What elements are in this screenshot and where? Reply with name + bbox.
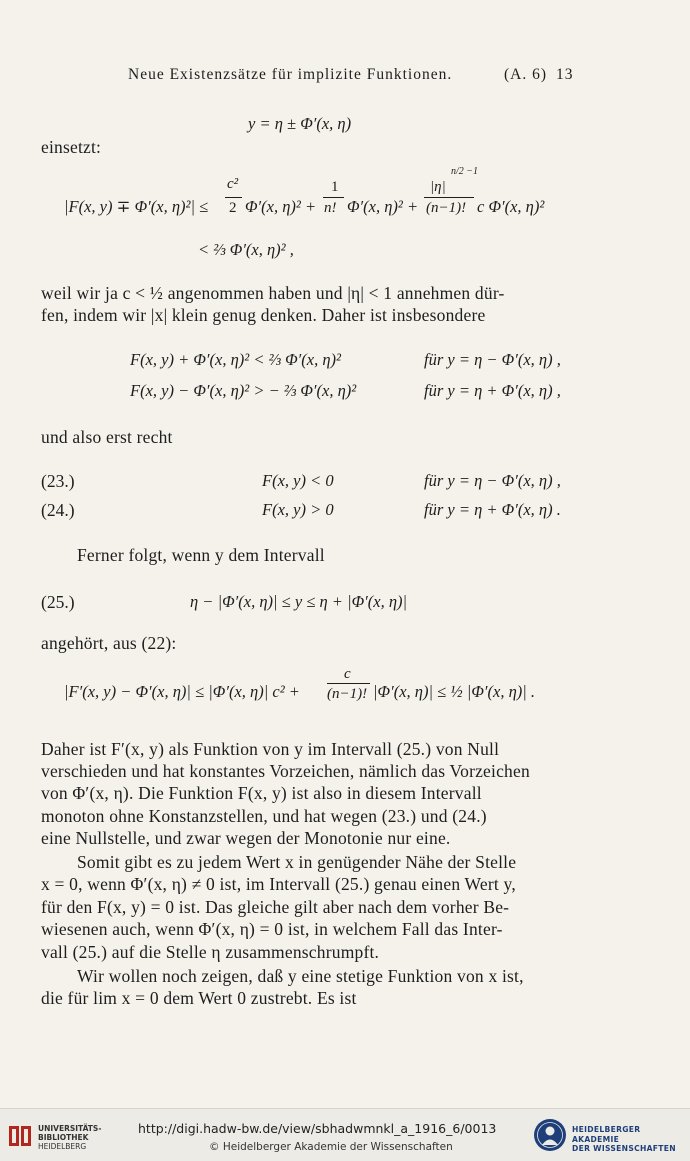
eq24-condition: für y = η + Φ′(x, η) .	[424, 500, 561, 519]
case2-condition: für y = η + Φ′(x, η) ,	[424, 381, 561, 400]
eq23-expression: F(x, y) < 0	[262, 471, 334, 490]
hadw-line1: HEIDELBERGER AKADEMIE	[572, 1125, 641, 1144]
eq25-number: (25.)	[41, 592, 75, 612]
para3-line4: wiesenen auch, wenn Φ′(x, η) = 0 ist, in welchem Fall das Inter-	[41, 919, 503, 939]
para2-line1: Daher ist F′(x, y) als Funktion von y im Intervall (25.) von Null	[41, 739, 500, 759]
frac2-rest: Φ′(x, η)² +	[347, 197, 419, 216]
para3-line1: Somit gibt es zu jedem Wert x in genügender Nähe der Stelle	[77, 852, 517, 872]
para4-line1: Wir wollen noch zeigen, daß y eine stetige Funktion von x ist,	[77, 966, 524, 986]
frac2-bar	[323, 197, 344, 198]
case1-expression: F(x, y) + Φ′(x, η)² < ⅔ Φ′(x, η)²	[130, 350, 341, 369]
ineq2-frac-denominator: (n−1)!	[327, 686, 368, 702]
einsetzt-label: einsetzt:	[41, 137, 102, 157]
case2-expression: F(x, y) − Φ′(x, η)² > − ⅔ Φ′(x, η)²	[130, 381, 357, 400]
eq24-expression: F(x, y) > 0	[262, 500, 334, 519]
angehoert-text: angehört, aus (22):	[41, 633, 177, 653]
para4-line2: die für lim x = 0 dem Wert 0 zustrebt. Es ist	[41, 988, 357, 1008]
para2-line3: von Φ′(x, η). Die Funktion F(x, y) ist also in diesem Intervall	[41, 783, 482, 803]
frac3-denominator: (n−1)!	[426, 200, 467, 216]
para2-line2: verschieden und hat konstantes Vorzeichen, nämlich das Vorzeichen	[41, 761, 530, 781]
para3-line3: für den F(x, y) = 0 ist. Das gleiche gilt aber nach dem vorher Be-	[41, 897, 510, 917]
ineq2-frac-bar	[327, 683, 370, 684]
frac3-exponent: n/2 −1	[451, 166, 479, 177]
frac1-bar	[225, 197, 242, 198]
ub-logo-icon	[8, 1123, 34, 1149]
substitution-equation: y = η ± Φ′(x, η)	[248, 114, 352, 133]
frac3-numerator: |η|	[430, 179, 446, 195]
case1-condition: für y = η − Φ′(x, η) ,	[424, 350, 561, 369]
eq23-condition: für y = η − Φ′(x, η) ,	[424, 471, 561, 490]
eq25-expression: η − |Φ′(x, η)| ≤ y ≤ η + |Φ′(x, η)|	[190, 592, 408, 611]
para3-line5: vall (25.) auf die Stelle η zusammenschrumpft.	[41, 942, 380, 962]
inequality-1-lhs: |F(x, y) ∓ Φ′(x, η)²| ≤	[64, 197, 209, 216]
frac1-denominator: 2	[229, 200, 237, 216]
running-title: Neue Existenzsätze für implizite Funktionen.	[128, 66, 453, 83]
frac1-rest: Φ′(x, η)² +	[245, 197, 317, 216]
ferner-text: Ferner folgt, wenn y dem Intervall	[77, 545, 325, 565]
frac1-numerator: c²	[227, 176, 239, 192]
und-also-text: und also erst recht	[41, 427, 173, 447]
frac2-numerator: 1	[331, 179, 339, 195]
source-url-link[interactable]: http://digi.hadw-bw.de/view/sbhadwmnkl_a_1916_6/0013	[138, 1121, 497, 1136]
inequality-2-lhs: |F′(x, y) − Φ′(x, η)| ≤ |Φ′(x, η)| c² +	[64, 682, 300, 701]
inequality-2-rest: |Φ′(x, η)| ≤ ½ |Φ′(x, η)| .	[373, 682, 536, 701]
page-number: 13	[556, 66, 574, 83]
hadw-line2: DER WISSENSCHAFTEN	[572, 1144, 676, 1153]
eq23-number: (23.)	[41, 471, 75, 491]
para1-line2: fen, indem wir |x| klein genug denken. Daher ist insbesondere	[41, 305, 486, 325]
inequality-1-line2: < ⅔ Φ′(x, η)² ,	[198, 240, 294, 259]
hadw-seal-icon[interactable]	[533, 1118, 567, 1152]
frac3-rest: c Φ′(x, η)²	[477, 197, 545, 216]
copyright-text: © Heidelberger Akademie der Wissenschaften	[209, 1141, 453, 1153]
para1-line1: weil wir ja c < ½ angenommen haben und |η| < 1 annehmen dür-	[41, 283, 505, 303]
eq24-number: (24.)	[41, 500, 75, 520]
footer-bar	[0, 1108, 690, 1161]
ub-line3: HEIDELBERG	[38, 1142, 87, 1151]
para3-line2: x = 0, wenn Φ′(x, η) ≠ 0 ist, im Intervall (25.) genau einen Wert y,	[41, 874, 516, 894]
para2-line4: monoton ohne Konstanzstellen, und hat wegen (23.) und (24.)	[41, 806, 487, 826]
para2-line5: eine Nullstelle, und zwar wegen der Monotonie nur eine.	[41, 828, 451, 848]
ub-line1: UNIVERSITÄTS-	[38, 1124, 102, 1133]
frac3-bar	[424, 197, 474, 198]
ub-line2: BIBLIOTHEK	[38, 1133, 89, 1142]
ub-heidelberg-logo[interactable]	[8, 1121, 102, 1153]
frac2-denominator: n!	[324, 200, 337, 216]
ineq2-frac-numerator: c	[344, 666, 351, 682]
section-label: (A. 6)	[504, 66, 548, 83]
